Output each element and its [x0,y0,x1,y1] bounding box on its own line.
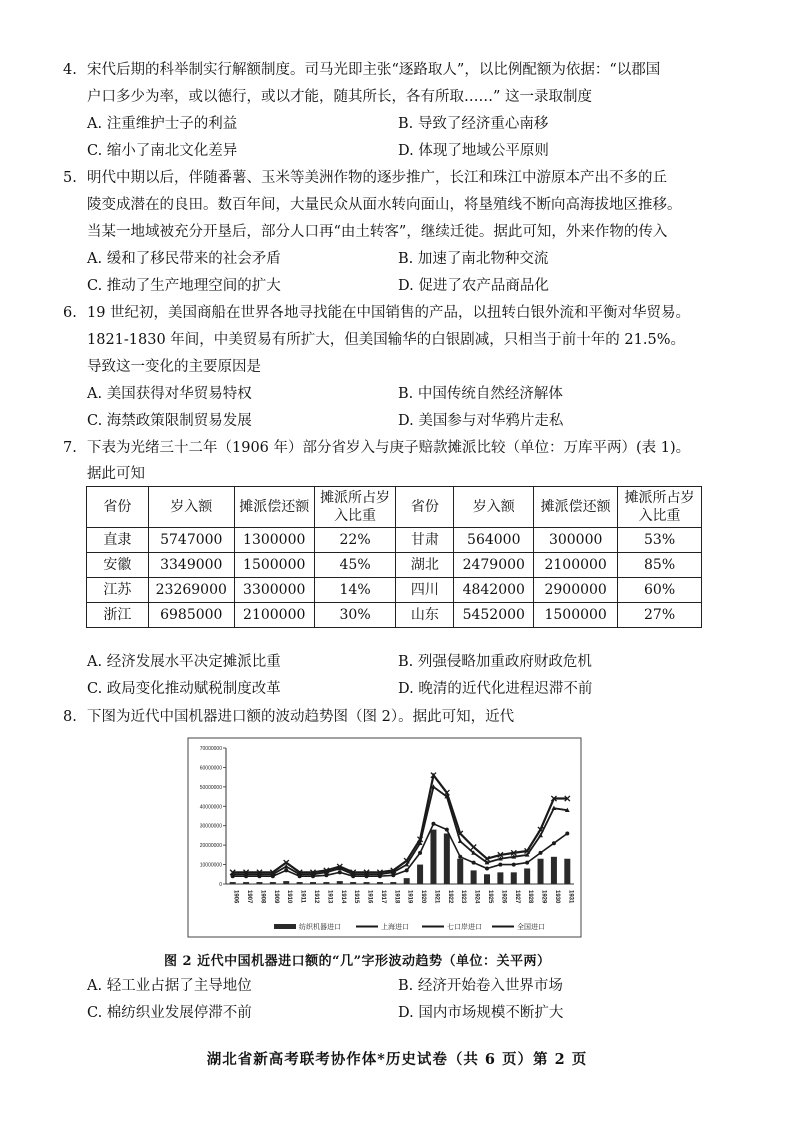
bar-textile-machinery [337,881,343,884]
point-seven-ports [458,839,463,843]
point-shanghai [565,831,569,835]
legend-label: 上海进口 [381,923,409,931]
table-cell: 直隶 [87,528,149,553]
table-cell: 1300000 [234,528,314,553]
point-shanghai [525,861,529,865]
option-a[interactable]: A. 轻工业占据了主导地位 [87,978,252,994]
x-tick-label: 1928 [527,890,534,904]
bar-textile-machinery [297,882,303,884]
question-stem-line: 19 世纪初，美国商船在世界各地寻找能在中国销售的产品，以扭转白银外流和平衡对华贸易。 [87,305,691,321]
x-tick-label: 1923 [460,890,467,904]
table-cell: 四川 [396,578,454,603]
bar-textile-machinery [404,878,410,884]
table-cell: 1500000 [534,603,618,628]
question-stem-line: 导致这一变化的主要原因是 [87,359,261,375]
option-d[interactable]: D. 晚清的近代化进程迟滞不前 [398,681,593,697]
table-cell: 30% [314,603,396,628]
question-stem-line: 据此可知 [87,466,145,482]
bar-textile-machinery [323,882,329,884]
table-cell: 1500000 [234,553,314,578]
point-national [471,844,476,849]
question-number: 7. [63,440,77,456]
page-footer: 湖北省新高考联考协作体*历史试卷（共 6 页）第 2 页 [206,1051,588,1068]
question-stem-line: 户口多少为率，或以德行，或以才能，随其所长，各有所取……” 这一录取制度 [87,89,593,105]
x-tick-label: 1917 [379,890,386,904]
question-stem-line: 宋代后期的科举制实行解额制度。司马光即主张“逐路取人”，以比例配额为依据：“以郡国 [87,62,661,78]
x-tick-label: 1913 [326,890,333,904]
table-row [87,578,702,603]
table-cell: 14% [314,578,396,603]
option-b[interactable]: B. 加速了南北物种交流 [398,251,549,267]
option-c[interactable]: C. 推动了生产地理空间的扩大 [87,278,281,294]
question-stem-line: 明代中期以后，伴随番薯、玉米等美洲作物的逐步推广，长江和珠江中游原本产出不多的丘 [87,170,667,186]
point-shanghai [458,855,462,859]
bar-textile-machinery [256,882,262,884]
option-a[interactable]: A. 缓和了移民带来的社会矛盾 [87,251,281,267]
question-stem-line: 陵变成潜在的良田。数百年间，大量民众从面水转向面山，将垦殖线不断向高海拔地区推移。 [87,197,682,213]
bar-textile-machinery [497,872,503,884]
table-cell: 5747000 [148,528,234,553]
x-tick-label: 1924 [473,890,480,904]
x-tick-label: 1929 [540,890,547,904]
bar-textile-machinery [551,857,557,884]
table-cell: 53% [618,528,702,553]
question-number: 4. [63,62,77,78]
header-cell: 岁入额 [454,487,534,528]
table-cell: 27% [618,603,702,628]
header-cell: 摊派所占岁入比重 [314,487,396,528]
option-b[interactable]: B. 中国传统自然经济解体 [398,386,563,402]
bar-textile-machinery [471,870,477,884]
question-number: 8. [63,709,77,725]
x-tick-label: 1912 [313,890,319,904]
x-tick-label: 1925 [487,890,493,904]
point-shanghai [539,851,543,855]
header-cell: 岁入额 [148,487,234,528]
table-cell: 湖北 [396,553,454,578]
table-row [87,603,702,628]
y-tick-label: 70000000 [199,746,222,752]
header-cell: 摊派偿还额 [534,487,618,528]
point-shanghai [445,828,449,832]
bar-textile-machinery [364,882,370,884]
x-tick-label: 1926 [500,890,507,904]
question-number: 6. [63,305,77,321]
option-c[interactable]: C. 棉纺织业发展停滞不前 [87,1005,252,1021]
table-cell: 2100000 [234,603,314,628]
x-tick-label: 1906 [232,890,239,904]
point-shanghai [284,868,288,872]
question-stem-line: 下图为近代中国机器进口额的波动趋势图（图 2）。据此可知，近代 [87,709,515,725]
x-tick-label: 1910 [286,890,293,904]
question-number: 5. [63,170,77,186]
header-cell: 省份 [87,487,149,528]
option-a[interactable]: A. 美国获得对华贸易特权 [87,386,252,402]
option-a[interactable]: A. 注重维护士子的利益 [87,116,238,132]
x-tick-label: 1919 [406,890,413,904]
x-tick-label: 1909 [272,890,279,904]
option-b[interactable]: B. 经济开始卷入世界市场 [398,978,563,994]
bar-textile-machinery [390,882,396,884]
point-shanghai [338,870,342,874]
table-cell: 甘肃 [396,528,454,553]
y-tick-label: 30000000 [199,823,222,830]
y-tick-label: 20000000 [199,843,222,850]
table-cell: 2100000 [534,553,618,578]
figure-caption: 图 2 近代中国机器进口额的“几”字形波动趋势（单位：关平两） [164,954,551,969]
table-cell: 3300000 [234,578,314,603]
point-shanghai [418,851,422,855]
option-d[interactable]: D. 促进了农产品商品化 [398,278,549,294]
option-b[interactable]: B. 列强侵略加重政府财政危机 [398,654,592,670]
option-b[interactable]: B. 导致了经济重心南移 [398,116,549,132]
figure-2-chart [186,736,583,939]
header-cell: 摊派偿还额 [234,487,314,528]
legend-label: 七口岸进口 [447,923,482,931]
x-tick-label: 1908 [259,890,266,904]
bar-textile-machinery [417,865,423,884]
point-shanghai [552,841,556,845]
table-cell: 23269000 [148,578,234,603]
table-cell: 4842000 [454,578,534,603]
x-tick-label: 1921 [433,890,440,904]
table-row [87,528,702,553]
y-tick-label: 50000000 [199,784,222,791]
option-c[interactable]: C. 政局变化推动赋税制度改革 [87,681,281,697]
x-tick-label: 1918 [393,890,400,904]
legend-label: 纺织机器进口 [299,923,341,931]
option-c[interactable]: C. 缩小了南北文化差异 [87,143,238,159]
table-cell: 60% [618,578,702,603]
bar-textile-machinery [270,882,276,884]
x-tick-label: 1915 [353,890,360,904]
option-d[interactable]: D. 国内市场规模不断扩大 [398,1005,564,1021]
table-cell: 564000 [454,528,534,553]
table-cell: 5452000 [454,603,534,628]
bar-textile-machinery [524,868,530,884]
y-tick-label: 60000000 [199,765,222,772]
y-tick-label: 10000000 [199,862,222,869]
line-national [233,775,568,872]
x-tick-label: 1916 [366,890,373,904]
bar-textile-machinery [430,830,436,884]
bar-textile-machinery [283,881,289,884]
table-cell: 6985000 [148,603,234,628]
legend-swatch-bar [274,924,296,929]
question-stem-line: 当某一地域被充分开垦后，部分人口再“由土转客”，继续迁徙。据此可知，外来作物的传入 [87,224,668,240]
bar-textile-machinery [484,874,490,884]
table-row [87,553,702,578]
point-shanghai [405,868,409,872]
table-cell: 22% [314,528,396,553]
bar-textile-machinery [243,882,249,884]
point-shanghai [485,866,489,870]
option-d[interactable]: D. 体现了地域公平原则 [398,143,549,159]
legend-label: 全国进口 [517,923,545,931]
x-tick-label: 1920 [420,890,427,904]
x-tick-label: 1907 [246,890,253,904]
table-header-row [87,487,702,528]
table-cell: 85% [618,553,702,578]
table-cell: 浙江 [87,603,149,628]
bar-textile-machinery [538,859,544,884]
header-cell: 摊派所占岁入比重 [618,487,702,528]
bar-textile-machinery [564,859,570,884]
table-cell: 安徽 [87,553,149,578]
y-tick-label: 40000000 [199,804,222,811]
y-tick-label: 0 [219,882,222,888]
table-cell: 江苏 [87,578,149,603]
point-shanghai [431,822,435,826]
x-tick-label: 1930 [553,890,560,904]
table-cell: 2479000 [454,553,534,578]
option-c[interactable]: C. 海禁政策限制贸易发展 [87,413,252,429]
table-cell: 2900000 [534,578,618,603]
bar-textile-machinery [350,882,356,884]
table-1 [86,486,702,628]
question-stem-line: 下表为光绪三十二年（1906 年）部分省岁入与庚子赔款摊派比较（单位：万库平两）(表 1)。 [87,440,691,456]
chart-frame [188,738,581,937]
x-tick-label: 1931 [567,890,574,904]
point-shanghai [512,863,516,867]
table-cell: 山东 [396,603,454,628]
option-a[interactable]: A. 经济发展水平决定摊派比重 [87,654,281,670]
bar-textile-machinery [444,833,450,884]
bar-textile-machinery [230,882,236,884]
header-cell: 省份 [396,487,454,528]
table-cell: 300000 [534,528,618,553]
x-tick-label: 1922 [446,890,453,904]
bar-textile-machinery [377,882,383,884]
bar-textile-machinery [310,882,316,884]
option-d[interactable]: D. 美国参与对华鸦片走私 [398,413,564,429]
question-stem-line: 1821-1830 年间，中美贸易有所扩大，但美国输华的白银剧减，只相当于前十年的 21.5%。 [87,332,685,348]
line-seven-ports [233,787,568,874]
point-shanghai [498,863,502,867]
x-tick-label: 1927 [513,890,520,904]
x-tick-label: 1911 [299,890,306,904]
point-shanghai [472,861,476,865]
x-tick-label: 1914 [339,890,346,904]
bar-textile-machinery [457,859,463,884]
table-cell: 45% [314,553,396,578]
table-cell: 3349000 [148,553,234,578]
bar-textile-machinery [511,872,517,884]
